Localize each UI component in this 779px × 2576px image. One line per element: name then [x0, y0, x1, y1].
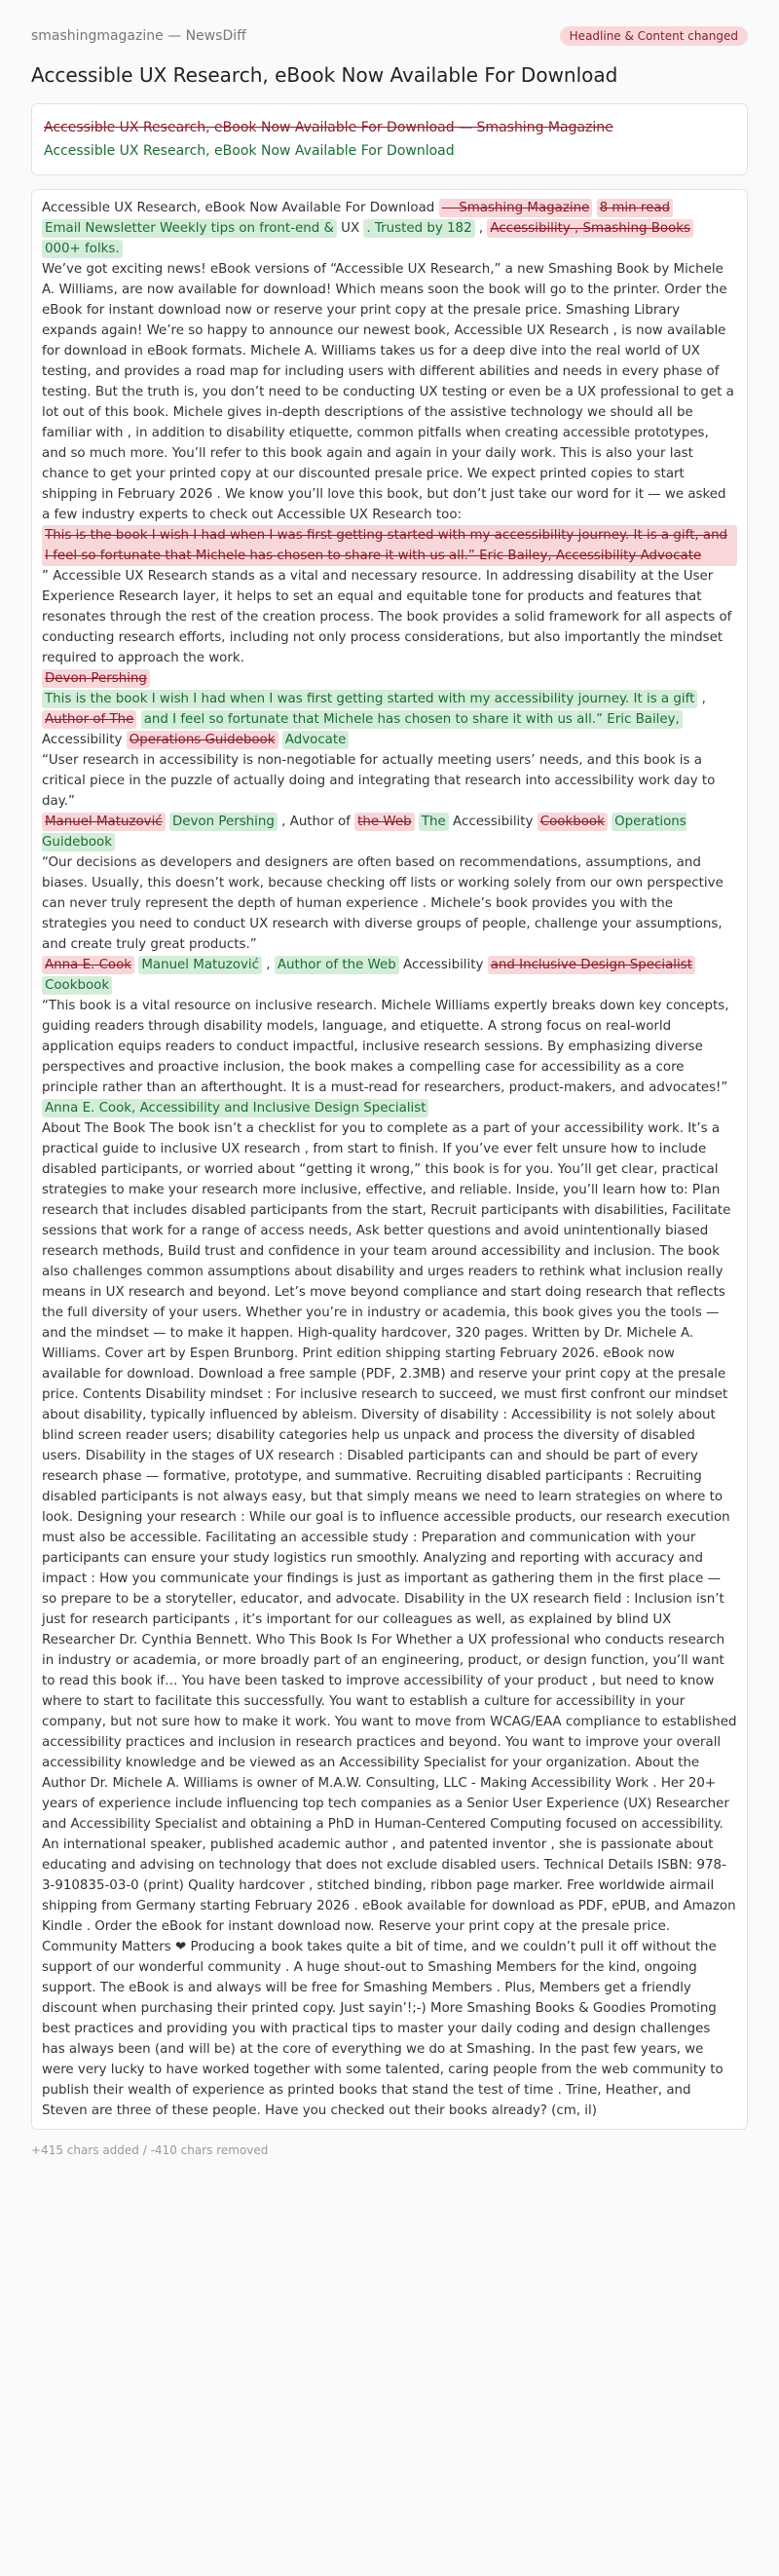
inserted-text: Manuel Matuzović	[138, 956, 262, 974]
unchanged-text: Accessible UX Research, eBook Now Available For Download	[42, 201, 435, 215]
unchanged-text: ,	[478, 221, 484, 236]
headline-diff-card	[31, 103, 748, 175]
headline-old: Accessible UX Research, eBook Now Available For Download — Smashing Magazine	[44, 120, 613, 135]
inserted-text: Devon Pershing	[169, 813, 278, 831]
inserted-text: Operations Guidebook	[42, 814, 686, 850]
deleted-text: Accessibility , Smashing Books	[487, 219, 693, 238]
deleted-text: 8 min read	[597, 199, 673, 217]
deleted-text: and Inclusive Design Specialist	[488, 956, 695, 974]
deleted-text: Author of The	[42, 710, 136, 729]
unchanged-text: Accessibility	[403, 958, 484, 972]
unchanged-text: UX	[341, 221, 360, 236]
unchanged-text: About The Book The book isn’t a checklist for you to complete as a part of your accessibility work. It’s a practical guide to inclusive UX research , from start to finish. If you’ve ever felt unsure how to include disabled participants, or worried about “getting it wrong,” this book is for you. You’ll get clear, practical strategies to make your research more inclusive, effective, and reliable. Inside, you’ll learn how to: Plan research that includes disabled participants from the start, Recruit participants with disabilities, Facilitate sessions that work for a range of access needs, Ask better questions and avoid unintentionally biased research methods, Build trust and confidence in your team around accessibility and inclusion. The book also challenges common assumptions about disability and urges readers to rethink what inclusion really means in UX research and beyond. Let’s move beyond compliance and start doing research that reflects the full diversity of your users. Whether you’re in industry or academia, this book gives you the tools — and the mindset — to make it happen. High-quality hardcover, 320 pages. Written by Dr. Michele A. Williams. Cover art by Espen Brunborg. Print edition shipping starting February 2026. eBook now available for download. Download a free sample (PDF, 2.3MB) and reserve your print copy at the presale price. Contents Disability mindset : For inclusive research to succeed, we must first confront our mindset about disability, typically influenced by ableism. Diversity of disability : Accessibility is not solely about blind screen reader users; disability categories help us unpack and process the diversity of disabled users. Disability in the stages of UX research : Disabled participants can and should be part of every research phase — formative, prototype, and summative. Recruiting disabled participants : Recruiting disabled participants is not always easy, but that simply means we need to learn strategies on where to look. Designing your research : While our goal is to influence accessible products, our research execution must also be accessible. Facilitating an accessible study : Preparation and communication with your participants can ensure your study logistics run smoothly. Analyzing and reporting with accuracy and impact : How you communicate your findings is just as important as gathering them in the first place — so prepare to be a storyteller, educator, and advocate. Disability in the UX research field : Inclusion isn’t just for research participants , it’s important for our colleagues as well, as explained by blind UX Researcher Dr. Cynthia Bennett. Who This Book Is For Whether a UX professional who conducts research in industry or academia, or more broadly part of an engineering, product, or design function, you’ll want to read this book if… You have been tasked to improve accessibility of your product , but need to know where to start to facilitate this successfully. You want to establish a culture for accessibility in your company, but not sure how to make it work. You want to move from WCAG/EAA compliance to established accessibility practices and inclusion in research practices and beyond. You want to improve your overall accessibility knowledge and be viewed as an Accessibility Specialist for your organization. About the Author Dr. Michele A. Williams is owner of M.A.W. Consulting, LLC - Making Accessibility Work . Her 20+ years of experience include influencing top tech companies as a Senior User Experience (UX) Researcher and Accessibility Specialist and obtaining a PhD in Human-Centered Computing focused on accessibility. An international speaker, published academic author , and patented inventor , she is passionate about educating and advising on technology that does not exclude disabled users. Technical Details ISBN: 978-3-910835-03-0 (print) Quality hardcover , stitched binding, ribbon page marker. Free worldwide airmail shipping from Germany starting February 2026 . eBook available for download as PDF, ePUB, and Amazon Kindle . Order the eBook for instant download now. Reserve your print copy at the presale price. Community Matters ❤ Producing a book takes quite a bit of time, and we couldn’t pull it off without the support of our wonderful community . A huge shout-out to Smashing Members for the kind, ongoing support. The eBook is and always will be free for Smashing Members . Plus, Members get a friendly discount when purchasing their printed copy. Just sayin’!;-) More Smashing Books & Goodies Promoting best practices and providing you with practical tips to master your daily coding and design challenges has always been (and will be) at the core of everything we do at Smashing. In the past few years, we were very lucky to have worked together with some talented, caring people from the web community to publish their wealth of experience as printed books that stand the test of time . Trine, Heather, and Steven are three of these people. Have you checked out their books already? (cm, il)	[42, 1121, 737, 2118]
unchanged-text: “User research in accessibility is non-negotiable for actually meeting users’ needs, and this book is a critical piece in the puzzle of actually doing and integrating that research into accessibility work day to day.”	[42, 753, 716, 809]
source-label: smashingmagazine — NewsDiff	[31, 28, 246, 44]
change-status-badge: Headline & Content changed	[560, 26, 748, 46]
unchanged-text: We’ve got exciting news! eBook versions of “Accessible UX Research,” a new Smashing Book by Michele A. Williams, are now available for download! Which means soon the book will go to the printer. Order the eBook for instant download now or reserve your print copy at the presale price. Smashing Library expands again! We’re so happy to announce our newest book, Accessible UX Research , is now available for download in eBook formats. Michele A. Williams takes us for a deep dive into the real world of UX testing, and provides a road map for including users with different abilities and needs in every phase of testing. But the truth is, you don’t need to be conducting UX testing or even be a UX professional to get a lot out of this book. Michele gives in-depth descriptions of the assistive technology we should all be familiar with , in addition to disability etiquette, common pitfalls when creating accessible prototypes, and so much more. You’ll refer to this book again and again in your daily work. This is also your last chance to get your printed copy at our discounted presale price. We expect printed copies to start shipping in February 2026 . We know you’ll love this book, but don’t just take our word for it — we asked a few industry experts to check out Accessible UX Research too:	[42, 262, 734, 522]
inserted-text: Anna E. Cook, Accessibility and Inclusive Design Specialist	[42, 1099, 428, 1118]
top-bar	[31, 25, 748, 47]
deleted-text: Devon Pershing	[42, 669, 150, 688]
inserted-text: . Trusted by 182	[363, 219, 474, 238]
unchanged-text: ,	[266, 958, 271, 972]
inserted-text: This is the book I wish I had when I was first getting started with my accessibility journey. It is a gift	[42, 690, 697, 708]
deleted-text: Cookbook	[538, 813, 608, 831]
inserted-text: Author of the Web	[275, 956, 399, 974]
deleted-text: — Smashing Magazine	[439, 199, 593, 217]
inserted-text: 000+ folks.	[42, 240, 123, 258]
diff-stats: +415 chars added / -410 chars removed	[31, 2143, 269, 2157]
inserted-text: The	[419, 813, 449, 831]
unchanged-text: ” Accessible UX Research stands as a vital and necessary resource. In addressing disability at the User Experience Research layer, it helps to set an equal and equitable tone for products and features that resonates through the rest of the creation process. The book provides a solid framework for all aspects of conducting research efforts, including not only process considerations, but also importantly the mindset required to approach the work.	[42, 569, 732, 665]
inserted-text: Email Newsletter Weekly tips on front-end &	[42, 219, 337, 238]
unchanged-text: “This book is a vital resource on inclusive research. Michele Williams expertly breaks down key concepts, guiding readers through disability models, language, and etiquette. A strong focus on real-world application equips readers to conduct impactful, inclusive research sessions. By emphasizing diverse perspectives and proactive inclusion, the book makes a compelling case for accessibility as a core principle rather than an afterthought. It is a must-read for researchers, product-makers, and advocates!”	[42, 999, 729, 1095]
deleted-text: Operations Guidebook	[127, 731, 278, 749]
unchanged-text: , Author of	[281, 814, 351, 829]
inserted-text: and I feel so fortunate that Michele has chosen to share it with us all.” Eric Bailey,	[141, 710, 683, 729]
deleted-text: Anna E. Cook	[42, 956, 134, 974]
inserted-text: Cookbook	[42, 976, 112, 995]
unchanged-text: “Our decisions as developers and designers are often based on recommendations, assumptions, and biases. Usually, this doesn’t work, because checking off lists or working solely from our own perspective can never truly represent the depth of human experience . Michele’s book provides you with the strategies you need to conduct UX research with diverse groups of people, challenge your assumptions, and create truly great products.”	[42, 855, 723, 952]
inserted-text: Advocate	[282, 731, 350, 749]
page-title: Accessible UX Research, eBook Now Available For Download	[31, 63, 618, 87]
unchanged-text: Accessibility	[42, 733, 123, 747]
headline-new: Accessible UX Research, eBook Now Available For Download	[44, 143, 455, 159]
deleted-text: This is the book I wish I had when I was first getting started with my accessibility journey. It is a gift, and I feel so fortunate that Michele has chosen to share it with us all.” Eric Bailey, Accessibility Advocate	[42, 525, 737, 566]
unchanged-text: ,	[701, 692, 706, 706]
deleted-text: Manuel Matuzović	[42, 813, 166, 831]
unchanged-text: Accessibility	[453, 814, 534, 829]
deleted-text: the Web	[354, 813, 414, 831]
content-diff-card	[31, 189, 748, 2130]
